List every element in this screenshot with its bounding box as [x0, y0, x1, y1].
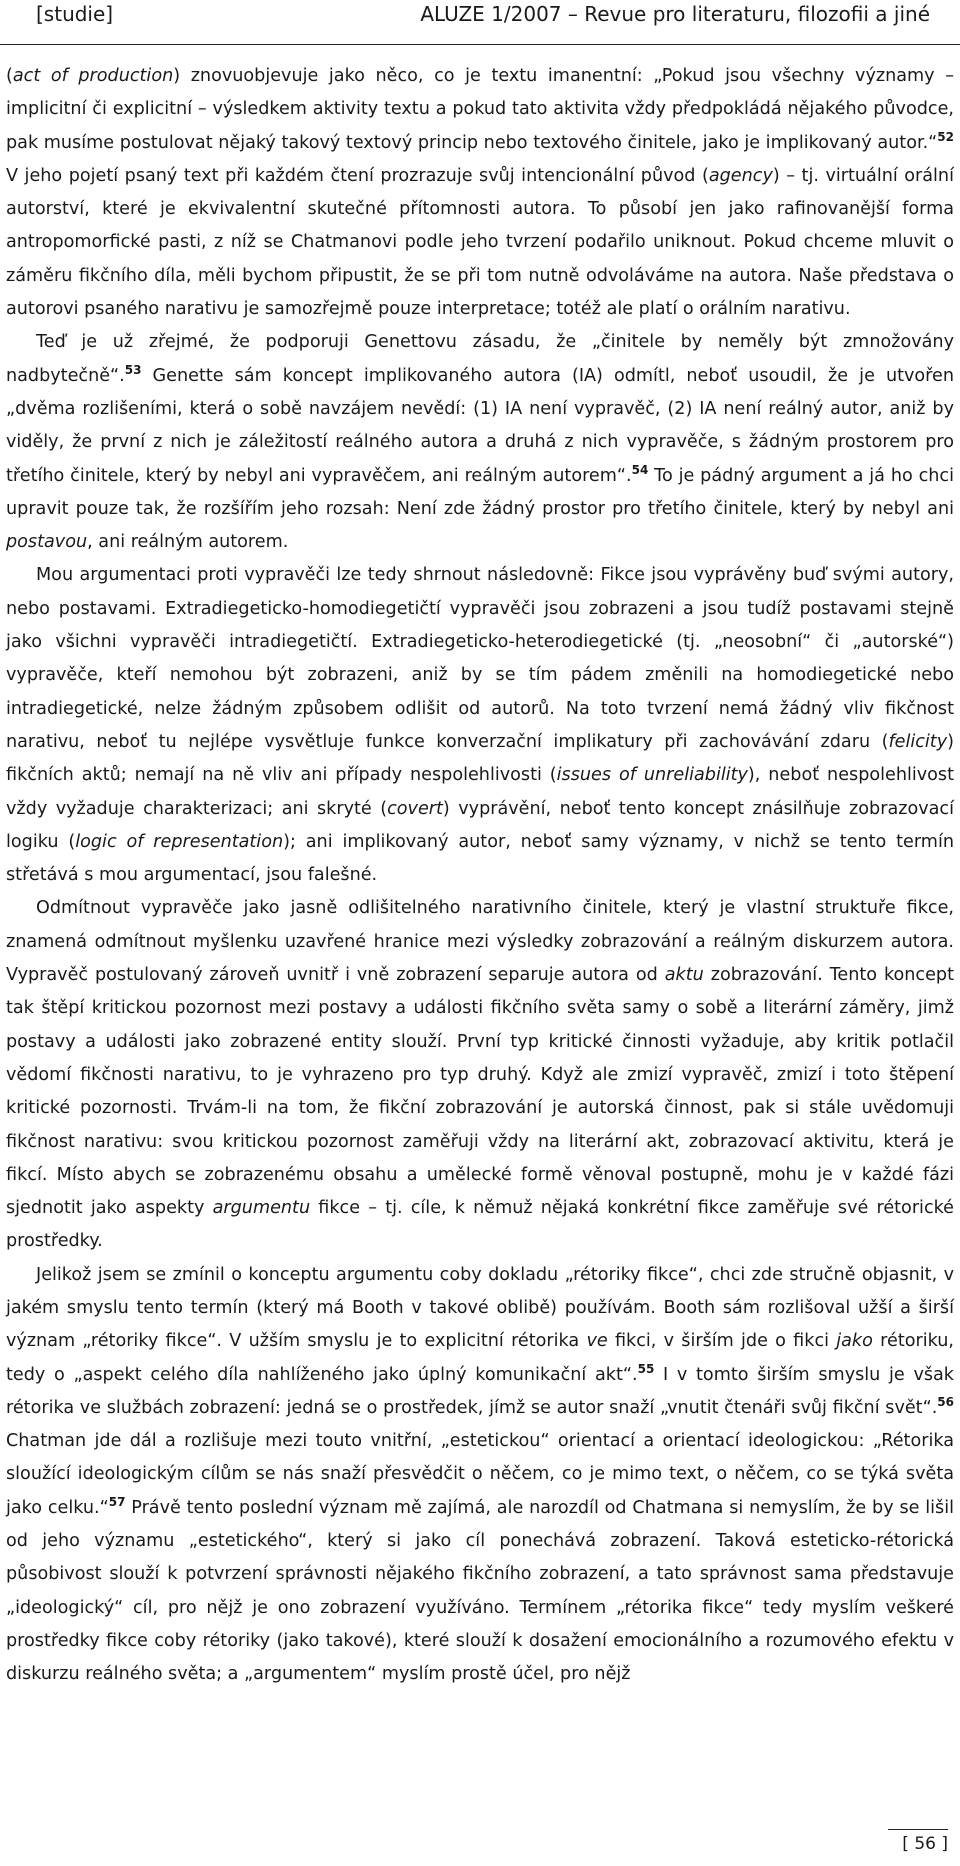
- text-run: Chatman jde dál a rozlišuje mezi touto vnitřní, „estetickou“ orientací a orientací ideologickou: „Rétorika sloužící ideologickým cílům se nás snaží přesvědčit o něčem, co je mimo text, o něčem, co se týká světa jako celku.“: [6, 1431, 954, 1518]
- text-run: V jeho pojetí psaný text při každém čtení prozrazuje svůj intencionální původ (: [6, 165, 709, 186]
- text-run: Mou argumentaci proti vypravěči lze tedy shrnout následovně: Fikce jsou vyprávěny buď svými autory, nebo postavami. Extradiegeticko-homodiegetičtí vypravěči jsou zobrazeni a jsou tudíž postavami stejně jako všichni vypravěči intradiegetičtí. Extradiegeticko-heterodiegetické (tj. „neosobní“ či „autorské“) vypravěče, kteří nemohou být zobrazeni, aniž by se tím pádem změnili na homodiegetické nebo intradiegetické, nelze žádným způsobem odlišit od autorů. Na toto tvrzení nemá žádný vliv fikčnost narativu, neboť tu nejlépe vysvětluje funkce konverzační implikatury při zachovávání zdaru (: [6, 565, 954, 752]
- text-run: To je pádný argument a já ho chci upravit pouze tak, že rozšířím jeho rozsah: Není zde žádný prostor pro třetího činitele, který by nebyl ani: [6, 465, 954, 519]
- running-header: [0, 0, 960, 45]
- italic-term: act of production: [12, 66, 174, 86]
- italic-term: covert: [387, 798, 443, 819]
- section-label: [studie]: [36, 2, 114, 26]
- text-run: ), neboť nespolehlivost vždy vyžaduje charakterizaci; ani skryté (: [6, 765, 955, 819]
- footnote-ref: 56: [937, 1394, 954, 1409]
- text-run: zobrazování. Tento koncept tak štěpí kritickou pozornost mezi postavy a události fikčního světa samy o sobě a literární záměry, jimž postavy a události jako zobrazené entity slouží. První typ kritické činnosti vyžaduje, aby kritik potlačil vědomí fikčnosti narativu, to je vyhrazeno pro typ druhý. Když ale zmizí vypravěč, zmizí i toto štěpení kritické pozornosti. Trvám-li na tom, že fikční zobrazování je autorská činnost, pak si stále uvědomuji fikčnost narativu: svou kritickou pozornost zaměřuji vždy na literární akt, zobrazovací aktivitu, která je fikcí. Místo abych se zobrazenému obsahu a umělecké formě věnoval postupně, mohu je v každé fázi sjednotit jako aspekty: [6, 965, 954, 1219]
- italic-term: postavou: [6, 532, 88, 553]
- italic-term: issues of unreliability: [556, 765, 748, 786]
- paragraph-2: [6, 326, 954, 559]
- italic-term: argumentu: [212, 1198, 311, 1219]
- article-body: [6, 60, 954, 1692]
- page-number: [ 56 ]: [888, 1829, 948, 1856]
- text-run: Genette sám koncept implikovaného autora (IA) odmítl, neboť usoudil, že je utvořen „dvěma rozlišeními, která o sobě navzájem nevědí: (1) IA není vypravěč, (2) IA není reálný autor, aniž by viděly, že první z nich je záležitostí reálného autora a druhá z nich vypravěče, s žádným prostorem pro třetího činitele, který by nebyl ani vypravěčem, ani reálným autorem“.: [6, 365, 954, 486]
- italic-term: ve: [586, 1331, 608, 1352]
- text-run: rétoriku, tedy o „aspekt celého díla nahlíženého jako úplný komunikační akt“.: [6, 1331, 954, 1385]
- journal-title: ALUZE 1/2007 – Revue pro literaturu, filozofii a jiné: [420, 2, 930, 26]
- footnote-ref: 52: [937, 129, 954, 144]
- italic-term: aktu: [664, 965, 704, 986]
- text-run: Jelikož jsem se zmínil o konceptu argumentu coby dokladu „rétoriky fikce“, chci zde stručně objasnit, v jakém smyslu tento termín (který má Booth v takové oblibě) používám. Booth sám rozlišoval užší a širší význam „rétoriky fikce“. V užším smyslu je to explicitní rétorika: [6, 1264, 954, 1352]
- text-run: Teď je už zřejmé, že podporuji Genettovu zásadu, že „činitele by neměly být zmnožovány nadbytečně“.: [6, 332, 954, 386]
- paragraph-4: [6, 892, 954, 1258]
- italic-term: agency: [708, 165, 773, 186]
- footnote-ref: 57: [108, 1494, 126, 1509]
- italic-term: felicity: [888, 731, 948, 752]
- text-run: Odmítnout vypravěče jako jasně odlišitelného narativního činitele, který je vlastní struktuře fikce, znamená odmítnout myšlenku uzavřené hranice mezi výsledky zobrazování a reálným diskurzem autora. Vypravěč postulovaný zároveň uvnitř i vně zobrazení separuje autora od: [6, 898, 954, 986]
- text-run: I v tomto širším smyslu je však rétorika ve službách zobrazení: jedná se o prostředek, jímž se autor snaží „vnutit čtenáři svůj fikční svět“.: [6, 1364, 954, 1418]
- paragraph-1: (act of production) znovuobjevuje jako něco, co je textu imanentní: „Pokud jsou všechny významy – implicitní či explicitní – výsledkem aktivity textu a pokud tato aktivita vždy předpokládá nějakého původce, pak musíme postulovat nějaký takový textový princip nebo textového činitele, jako je implikovaný autor.“$^{52}$ V jeho pojetí psaný text při každém čtení prozrazuje svůj intencionální původ (agency) – tj. virtuální orální autorství, které je ekvivalentní skutečné přítomnosti autora. To působí jen jako rafinovanější forma antropomorfické pasti, z níž se Chatmanovi podle jeho tvrzení podařilo uniknout. Pokud chceme mluvit o záměru fikčního díla, měli bychom připustit, že se při tom nutně odvoláváme na autora. Naše představa o autorovi psaného narativu je samozřejmě pouze interpretace; totéž ale platí o orálním narativu.: [6, 66, 954, 320]
- text-run: fikce – tj. cíle, k němuž nějaká konkrétní fikce zaměřuje své rétorické prostředky.: [6, 1198, 955, 1252]
- text-run: ); ani implikovaný autor, neboť samy významy, v nichž se tento termín střetává s mou argumentací, jsou falešné.: [6, 831, 954, 886]
- text-run: Právě tento poslední význam mě zajímá, ale narozdíl od Chatmana si nemyslím, že by se lišil od jeho významu „estetického“, který si jako cíl ponechává zobrazení. Taková esteticko-rétorická působivost slouží k potvrzení správnosti nějakého fikčního zobrazení, a tato správnost sama představuje „ideologický“ cíl, pro nějž je ono zobrazení využíváno. Termínem „rétorika fikce“ tedy myslím veškeré prostředky fikce coby rétoriky (jako takové), které slouží k dosažení emocionálního a rozumového efektu v diskurzu reálného světa; a „argumentem“ myslím prostě účel, pro nějž: [6, 1497, 955, 1685]
- paragraph-5: [6, 1259, 954, 1692]
- italic-term: jako: [836, 1331, 873, 1352]
- text-run: , ani reálným autorem.: [87, 532, 289, 553]
- text-run: ) fikčních aktů; nemají na ně vliv ani případy nespolehlivosti (: [6, 731, 954, 786]
- italic-term: logic of representation: [75, 831, 284, 852]
- footnote-ref: 55: [637, 1361, 655, 1376]
- paragraph-3: [6, 559, 954, 892]
- text-run: ) vyprávění, neboť tento koncept znásilňuje zobrazovací logiku (: [6, 798, 954, 852]
- footnote-ref: 53: [124, 362, 142, 377]
- text-run: fikci, v širším jde o fikci: [607, 1331, 837, 1352]
- text-run: ) – tj. virtuální orální autorství, které je ekvivalentní skutečné přítomnosti autora. To působí jen jako rafinovanější forma antropomorfické pasti, z níž se Chatmanovi podle jeho tvrzení podařilo uniknout. Pokud chceme mluvit o záměru fikčního díla, měli bychom připustit, že se při tom nutně odvoláváme na autora. Naše představa o autorovi psaného narativu je samozřejmě pouze interpretace; totéž ale platí o orálním narativu.: [6, 165, 954, 320]
- footnote-ref: 54: [631, 462, 649, 477]
- text-run: ) znovuobjevuje jako něco, co je textu imanentní: „Pokud jsou všechny významy – implicitní či explicitní – výsledkem aktivity textu a pokud tato aktivita vždy předpokládá nějakého původce, pak musíme postulovat nějaký takový textový princip nebo textového činitele, jako je implikovaný autor.“: [6, 66, 954, 153]
